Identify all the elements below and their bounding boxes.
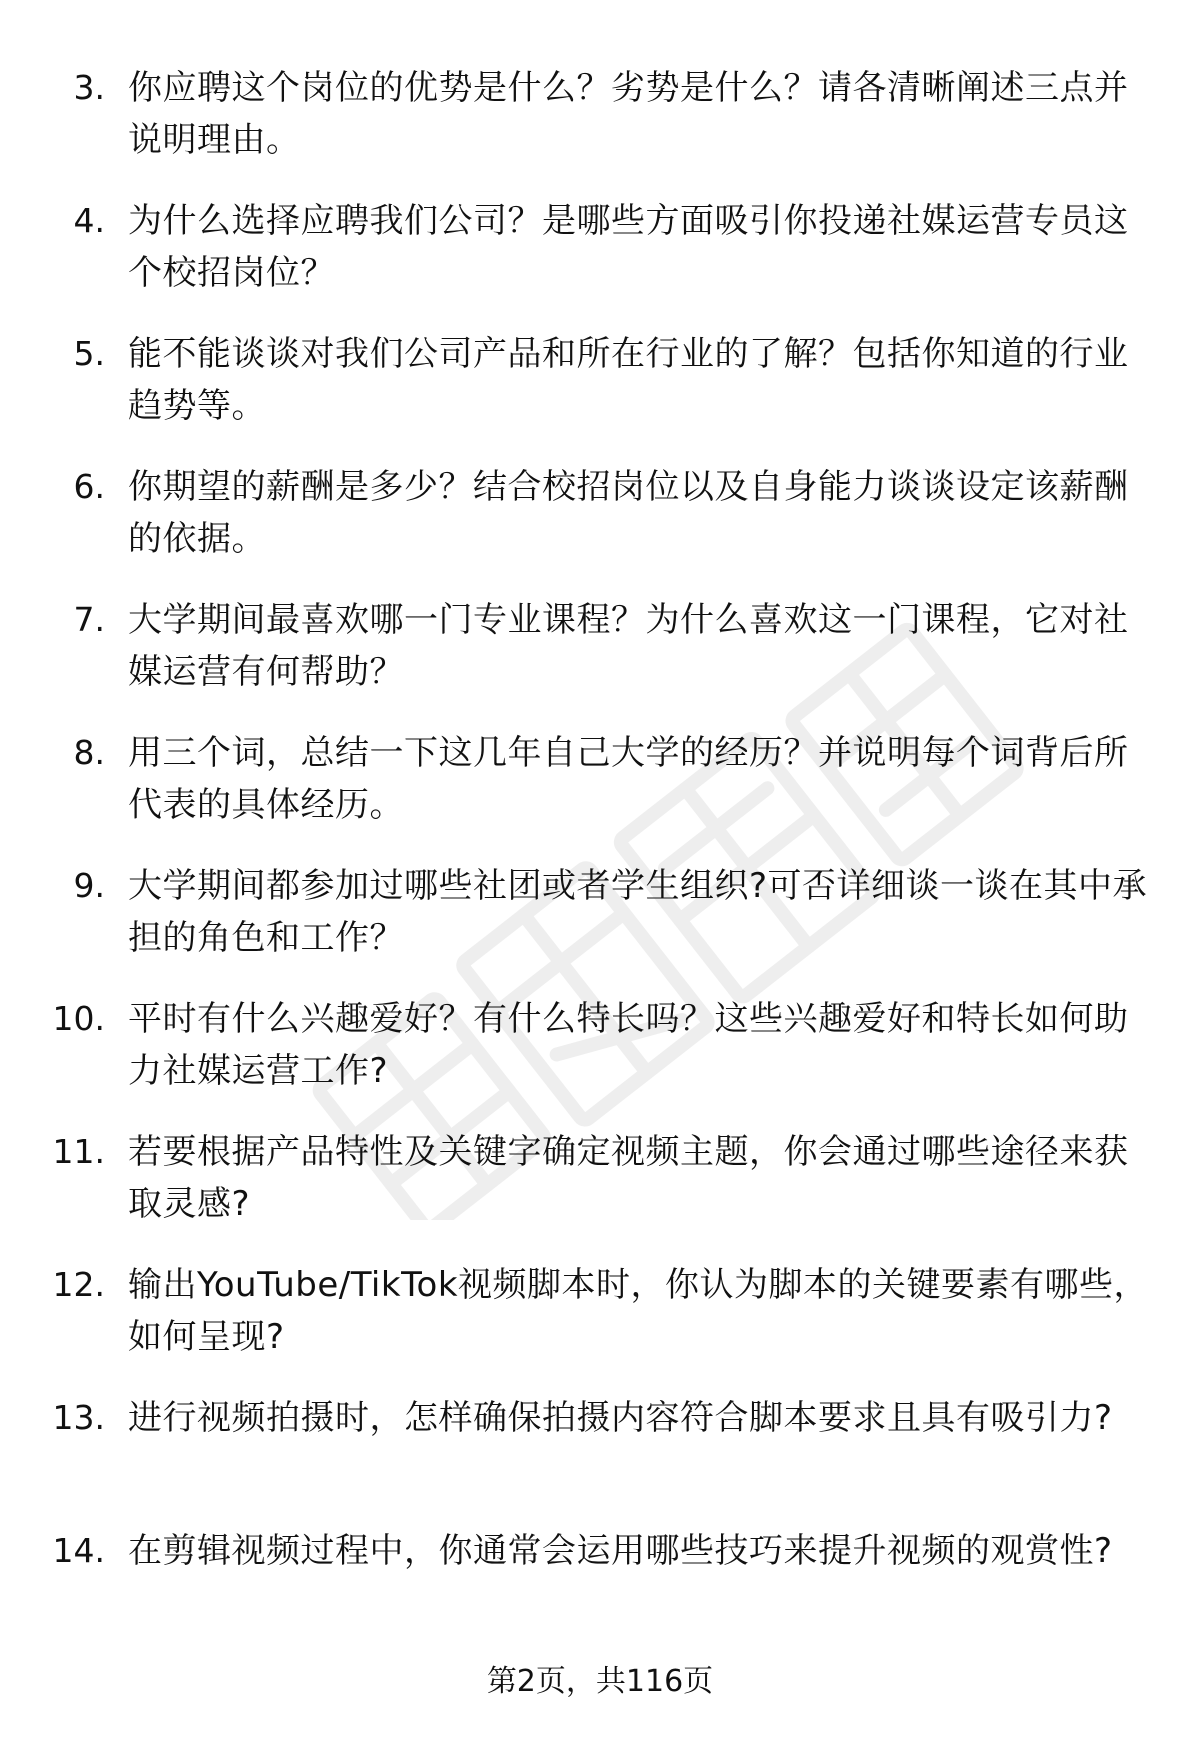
- question-item-13: [0, 1392, 1200, 1525]
- question-item-3: [0, 62, 1200, 195]
- question-text: 输出YouTube/TikTok视频脚本时，你认为脚本的关键要素有哪些，如何呈现?: [128, 1265, 1149, 1357]
- question-number: 8.: [73, 733, 105, 772]
- question-text: 你应聘这个岗位的优势是什么？劣势是什么？请各清晰阐述三点并说明理由。: [128, 68, 1129, 160]
- question-number: 13.: [52, 1398, 105, 1437]
- question-item-14: [0, 1525, 1200, 1658]
- question-item-9: [0, 860, 1200, 993]
- question-item-8: [0, 727, 1200, 860]
- question-list: [0, 62, 1200, 1658]
- question-text: 能不能谈谈对我们公司产品和所在行业的了解？包括你知道的行业趋势等。: [128, 334, 1129, 426]
- question-text: 大学期间最喜欢哪一门专业课程？为什么喜欢这一门课程，它对社媒运营有何帮助？: [128, 600, 1129, 692]
- question-number: 11.: [52, 1132, 105, 1171]
- question-number: 10.: [52, 999, 105, 1038]
- question-item-12: [0, 1259, 1200, 1392]
- question-item-7: [0, 594, 1200, 727]
- question-text: 若要根据产品特性及关键字确定视频主题，你会通过哪些途径来获取灵感?: [128, 1132, 1129, 1224]
- question-number: 14.: [52, 1531, 105, 1570]
- question-number: 5.: [73, 334, 105, 373]
- question-number: 4.: [73, 201, 105, 240]
- question-text: 为什么选择应聘我们公司？是哪些方面吸引你投递社媒运营专员这个校招岗位？: [128, 201, 1129, 293]
- question-item-11: [0, 1126, 1200, 1259]
- question-text: 大学期间都参加过哪些社团或者学生组织?可否详细谈一谈在其中承担的角色和工作？: [128, 866, 1148, 958]
- question-text: 进行视频拍摄时，怎样确保拍摄内容符合脚本要求且具有吸引力?: [128, 1398, 1113, 1438]
- question-text: 平时有什么兴趣爱好？有什么特长吗？这些兴趣爱好和特长如何助力社媒运营工作?: [128, 999, 1129, 1091]
- question-item-6: [0, 461, 1200, 594]
- question-number: 7.: [73, 600, 105, 639]
- question-number: 3.: [73, 68, 105, 107]
- question-item-5: [0, 328, 1200, 461]
- question-text: 你期望的薪酬是多少？结合校招岗位以及自身能力谈谈设定该薪酬的依据。: [128, 467, 1129, 559]
- question-number: 6.: [73, 467, 105, 506]
- question-item-10: [0, 993, 1200, 1126]
- question-text: 在剪辑视频过程中，你通常会运用哪些技巧来提升视频的观赏性?: [128, 1531, 1113, 1571]
- question-item-4: [0, 195, 1200, 328]
- page-number-footer: 第2页，共116页: [486, 1664, 714, 1699]
- question-number: 9.: [73, 866, 105, 905]
- question-text: 用三个词，总结一下这几年自己大学的经历？并说明每个词背后所代表的具体经历。: [128, 733, 1129, 825]
- question-number: 12.: [52, 1265, 105, 1304]
